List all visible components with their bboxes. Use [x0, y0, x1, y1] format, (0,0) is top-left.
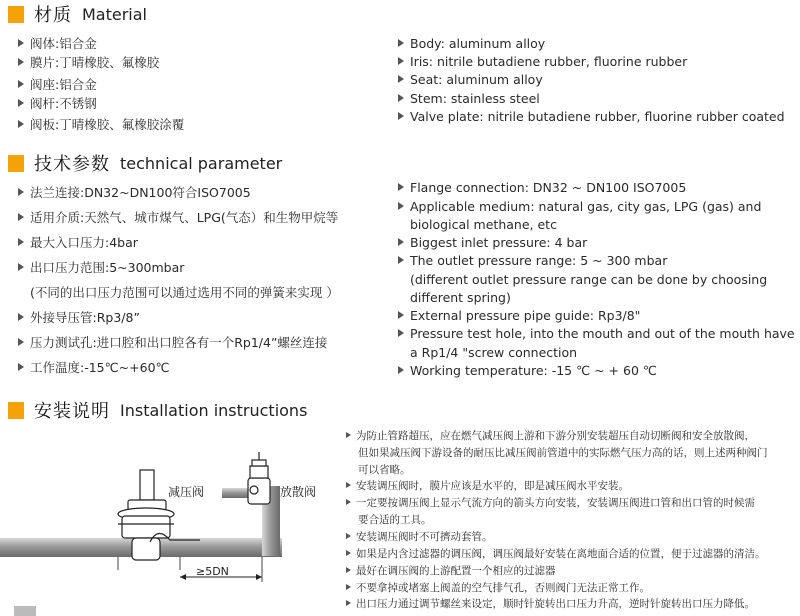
technical-en-cont: biological methane, etc	[410, 217, 557, 232]
technical-cn-item: 外接导压管:Rp3/8”	[18, 309, 140, 327]
bullet-icon	[18, 188, 24, 196]
bullet-icon	[346, 600, 351, 606]
bullet-icon	[18, 263, 24, 271]
bullet-icon	[346, 550, 351, 556]
material-title-en: Material	[82, 4, 147, 24]
bullet-icon	[346, 567, 351, 573]
bullet-icon	[398, 366, 404, 374]
material-cn-item: 阀座:铝合金	[18, 76, 97, 94]
bullet-icon	[398, 39, 404, 47]
bullet-icon	[346, 499, 351, 505]
installation-item: 最好在调压阀的上游配置一个相应的过滤器	[346, 563, 556, 580]
installation-item: 出口压力通过调节螺丝来设定，顺时针旋转出口压力升高，逆时针旋转出口压力降低。	[346, 596, 755, 613]
material-en-item: Valve plate: nitrile butadiene rubber, fluorine rubber coated	[398, 108, 785, 126]
installation-header	[8, 398, 307, 422]
installation-cont: 要合适的工具。	[358, 514, 432, 526]
technical-en-item: Pressure test hole, into the mouth and out of the mouth have	[398, 325, 795, 343]
technical-cn-item: 最大入口压力:4bar	[18, 234, 138, 252]
bullet-icon	[18, 99, 24, 107]
bullet-icon	[18, 238, 24, 246]
material-cn-item: 阀体:铝合金	[18, 35, 97, 53]
bullet-icon	[398, 57, 404, 65]
technical-cn-item: 压力测试孔:进口腔和出口腔各有一个Rp1/4”螺丝连接	[18, 334, 327, 352]
technical-en-item: External pressure pipe guide: Rp3/8"	[398, 307, 640, 325]
material-en-item: Body: aluminum alloy	[398, 35, 545, 53]
installation-title-cn: 安装说明	[34, 401, 110, 422]
bullet-icon	[346, 432, 351, 438]
installation-item: 安装调压阀时，膜片应该是水平的，即是减压阀水平安装。	[346, 478, 629, 495]
section-marker-icon	[8, 402, 24, 419]
material-cn-item: 阀杆:不锈钢	[18, 95, 97, 113]
installation-item: 如果是内含过滤器的调压阀，调压阀最好安装在离地面合适的位置，便于过滤器的清洁。	[346, 546, 766, 563]
material-title-cn: 材质	[34, 5, 72, 26]
bullet-icon	[18, 313, 24, 321]
bullet-icon	[398, 75, 404, 83]
section-marker-icon	[8, 6, 24, 23]
technical-header	[8, 151, 282, 175]
technical-title-cn: 技术参数	[34, 154, 110, 175]
bullet-icon	[18, 363, 24, 371]
bullet-icon	[346, 533, 351, 539]
bullet-icon	[398, 329, 404, 337]
distance-label: ≥5DN	[196, 565, 229, 578]
reducer-valve-label: 减压阀	[168, 485, 205, 499]
technical-en-item: Biggest inlet pressure: 4 bar	[398, 234, 587, 252]
bullet-icon	[398, 256, 404, 264]
bullet-icon	[398, 238, 404, 246]
installation-cont: 但如果减压阀下游设备的耐压比减压阀前管道中的实际燃气压力高的话，则上述两种阀门	[358, 447, 768, 459]
technical-cn-item: 出口压力范围:5~300mbar	[18, 259, 184, 277]
bullet-icon	[398, 94, 404, 102]
material-cn-item: 阀板:丁晴橡胶、氟橡胶涂覆	[18, 116, 184, 134]
bullet-icon	[18, 338, 24, 346]
material-en-item: Seat: aluminum alloy	[398, 71, 543, 89]
technical-cn-item: 工作温度:-15℃~+60℃	[18, 359, 170, 377]
technical-cn-item: 法兰连接:DN32~DN100符合ISO7005	[18, 184, 251, 202]
material-header	[8, 2, 147, 26]
installation-cont: 可以省略。	[358, 464, 411, 476]
bullet-icon	[346, 482, 351, 488]
installation-title-en: Installation instructions	[120, 400, 308, 420]
technical-en-cont: a Rp1/4 "screw connection	[410, 345, 578, 360]
bullet-icon	[18, 39, 24, 47]
bullet-icon	[398, 183, 404, 191]
technical-en-item: Flange connection: DN32 ~ DN100 ISO7005	[398, 179, 686, 197]
technical-cn-item: 适用介质:天然气、城市煤气、LPG(气态）和生物甲烷等	[18, 209, 338, 227]
section-marker-icon	[8, 155, 24, 172]
installation-item: 为防止管路超压，应在燃气减压阀上游和下游分别安装超压自动切断阀和安全放散阀，	[346, 428, 755, 445]
material-cn-item: 膜片:丁晴橡胶、氟橡胶	[18, 54, 159, 72]
material-en-item: Stem: stainless steel	[398, 90, 540, 108]
bullet-icon	[18, 120, 24, 128]
relief-valve-label: 放散阀	[280, 485, 317, 499]
bullet-icon	[398, 202, 404, 210]
bullet-icon	[18, 58, 24, 66]
bullet-icon	[346, 584, 351, 590]
installation-item: 安装调压阀时不可擠动套管。	[346, 529, 493, 546]
technical-en-cont: (different outlet pressure range can be done by choosing	[410, 272, 768, 287]
installation-item: 一定要按调压阀上显示气流方向的箭头方向安装，安装调压阀进口管和出口管的时候需	[346, 495, 755, 512]
bottom-marker	[14, 606, 36, 616]
material-en-item: Iris: nitrile butadiene rubber, fluorine rubber	[398, 53, 687, 71]
technical-en-item: The outlet pressure range: 5 ~ 300 mbar	[398, 252, 667, 270]
technical-en-item: Applicable medium: natural gas, city gas, LPG (gas) and	[398, 198, 761, 216]
installation-item: 不要拿掉或堵塞上阀盖的空气排气孔，否则阀门无法正常工作。	[346, 580, 650, 597]
bullet-icon	[398, 311, 404, 319]
bullet-icon	[18, 80, 24, 88]
bullet-icon	[398, 112, 404, 120]
technical-en-item: Working temperature: -15 ℃ ~ + 60 ℃	[398, 362, 657, 380]
bullet-icon	[18, 213, 24, 221]
technical-cn-note: (不同的出口压力范围可以通过选用不同的弹簧来实现 ）	[30, 285, 339, 300]
relief-valve	[248, 452, 270, 504]
technical-title-en: technical parameter	[120, 153, 283, 173]
installation-diagram	[0, 430, 345, 616]
technical-en-cont: different spring)	[410, 290, 511, 305]
